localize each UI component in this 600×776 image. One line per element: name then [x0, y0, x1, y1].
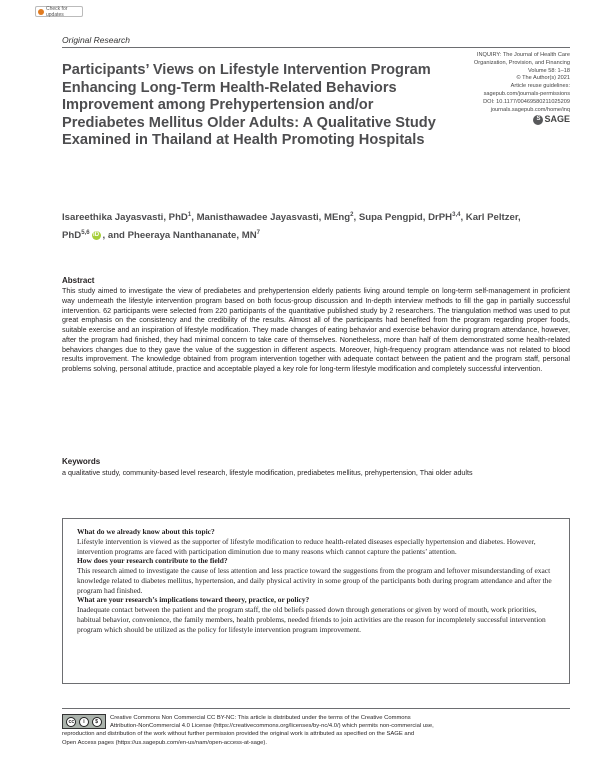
journal-volume: Volume 58: 1–18	[528, 67, 570, 74]
author-affiliation: 7	[256, 229, 260, 236]
abstract-heading: Abstract	[62, 276, 95, 285]
cc-icon: cc	[66, 717, 76, 727]
author-separator: , and	[102, 229, 128, 241]
summary-answer: Lifestyle intervention is viewed as the supporter of lifestyle modification to reduce health-related diseases especially hypertension and diabetes. However, intervention programs are faced with participation diminution due to many reasons which cannot capture the patients’ attention.	[77, 536, 536, 556]
keywords-text: a qualitative study, community-based level research, lifestyle modification, prediabetes mellitus, prehypertension, Thai older adults	[62, 469, 473, 477]
header-divider	[62, 47, 570, 48]
author-affiliation: 2	[350, 212, 354, 218]
author-name: Supa Pengpid, DrPH	[358, 212, 453, 224]
permissions-link[interactable]: sagepub.com/journals-permissions	[483, 90, 570, 97]
journal-info-line: Organization, Provision, and Financing	[473, 59, 570, 66]
journal-info-line: INQUIRY: The Journal of Health Care	[476, 52, 570, 58]
license-line: Open Access pages (https://us.sagepub.com/en-us/nam/open-access-at-sage).	[62, 739, 267, 746]
keywords-heading: Keywords	[62, 457, 101, 466]
doi-link[interactable]: DOI: 10.1177/00469580211025209	[483, 98, 570, 105]
abstract-text: This study aimed to investigate the view of prediabetes and prehypertension elderly patients living around temple on long-term self-management in proficient way underneath the lifestyle intervention program based on both focus-group discussion and In-depth interview methods to fill the gap in partially successful intervention. 62 participants were selected from 220 participants of the quantitative published study by 2 researchers. The triangulation method was used to put great emphasis on the consistency and the credibility of the results. Almost all of the participants had benefited from the program regarding proper foods, suitable exercise and an inspiration of lifestyle modification. They made changes of eating behavior and exercise behavior during program attendance, however, after the program had finished, they had minimal concern to take care of themselves. Nonetheless, more than half of them demonstrated some health-related behaviors changes due to they gave the value of the suggestion in different aspects. Moreover, high-frequency program attendance was not related to blood results improvement. The knowledge obtained from program intervention together with adequate contact between the patient and the program staff, personal problems solving, personal attitude, practice and acceptable played a key role for long-term lifestyle modification and completely successful intervention.	[62, 287, 570, 373]
author-separator: ,	[353, 212, 359, 224]
journal-home-link[interactable]: journals.sagepub.com/home/inq	[490, 106, 570, 113]
license-text	[62, 714, 570, 747]
author-affiliation: 5,6	[81, 229, 90, 236]
summary-answer: Inadequate contact between the patient and the program staff, the old beliefs passed down through generations or given by word of mouth, work priorities, habitual behavior, convenience, the family members, health problems, needed friends to join activities are the reason for incompletely successful intervention program which should be utilized as the policy for lifestyle intervention program improvement.	[77, 605, 546, 634]
article-title: Participants’ Views on Lifestyle Intervention Program Enhancing Long-Term Health-Related Behaviors Improvement among Prehypertension and/or Prediabetes Mellitus Older Adults: A Qualitative Study Examined in Thailand at Health Promoting Hospitals	[62, 62, 436, 149]
orcid-icon[interactable]: iD	[93, 231, 100, 238]
author-name: Isareethika Jayasvasti, PhD	[62, 212, 188, 224]
check-for-updates-badge[interactable]	[35, 6, 83, 17]
author-list	[62, 208, 532, 243]
journal-info-line: Article reuse guidelines:	[510, 83, 570, 90]
summary-question: How does your research contribute to the field?	[77, 556, 228, 566]
summary-box	[62, 518, 570, 684]
sage-logo-icon: S	[533, 115, 543, 125]
author-name: Karl Peltzer, PhD	[62, 212, 521, 241]
author-name: Manisthawadee Jayasvasti, MEng	[196, 212, 351, 224]
update-check-icon	[38, 9, 44, 15]
author-affiliation: 3,4	[452, 212, 461, 218]
author-affiliation: 1	[187, 212, 192, 218]
sage-logo-text: SAGE	[544, 114, 570, 125]
author-separator: ,	[191, 212, 197, 224]
summary-question: What do we already know about this topic?	[77, 527, 215, 536]
journal-copyright: © The Author(s) 2021	[516, 75, 570, 82]
summary-question: What are your research’s implications toward theory, practice, or policy?	[77, 595, 310, 605]
author-separator: ,	[460, 212, 466, 224]
author-name: Pheeraya Nanthananate, MN	[127, 229, 257, 241]
license-line: Attribution-NonCommercial 4.0 License (https://creativecommons.org/licenses/by-nc/4.0/) which permits non-commercial use,	[110, 723, 434, 730]
footer-divider	[62, 708, 570, 709]
noncommercial-icon: $	[92, 717, 102, 727]
article-type: Original Research	[62, 35, 131, 45]
attribution-icon: i	[79, 717, 89, 727]
license-line: reproduction and distribution of the work without further permission provided the original work is attributed as specified on the SAGE and	[62, 731, 415, 738]
summary-answer: This research aimed to investigate the cause of less attention and less practice toward the suggestions from the program and leftover misunderstanding of exact knowledge related to diabetes mellitus, hypertension, and daily physical activity in some group of the participants both during program attendance and after the program had finished.	[77, 566, 552, 595]
license-line: Creative Commons Non Commercial CC BY-NC: This article is distributed under the terms of the Creative Commons	[110, 715, 411, 721]
check-badge-label: Check for updates	[46, 5, 68, 18]
